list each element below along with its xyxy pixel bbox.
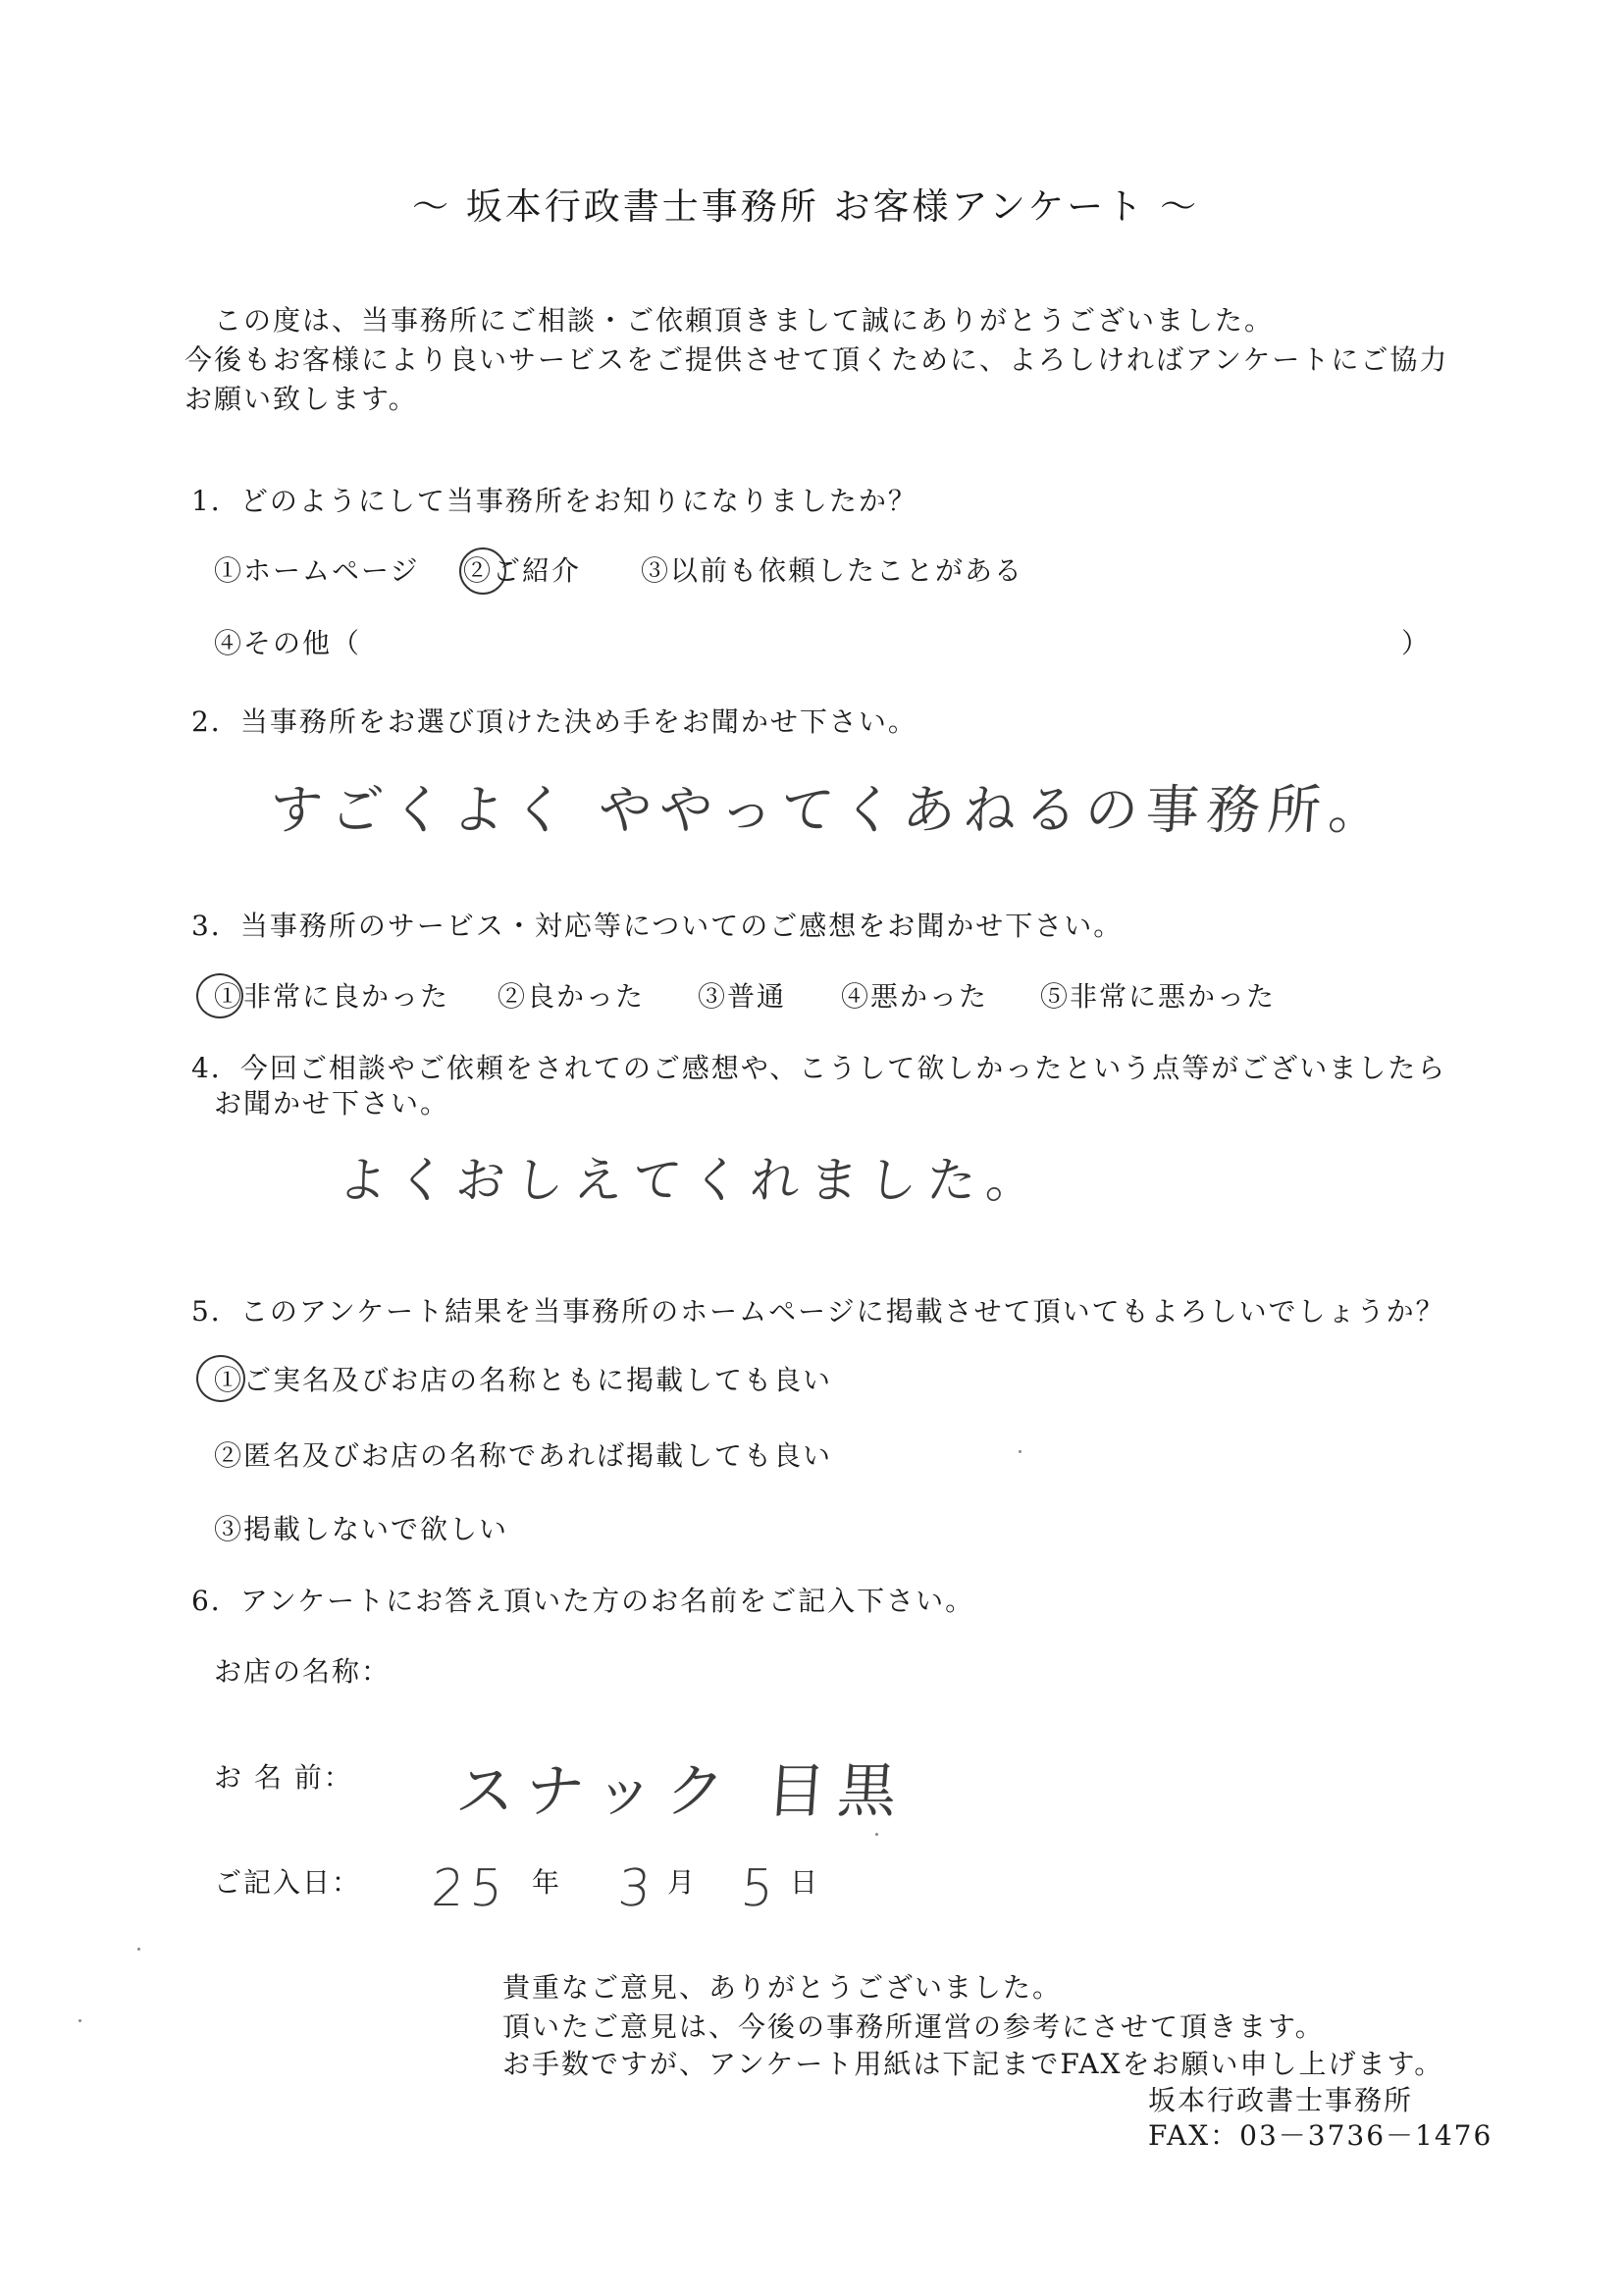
intro-line-1: この度は、当事務所にご相談・ご依頼頂きまして誠にありがとうございました。	[214, 304, 1275, 337]
q5-option-2: ②匿名及びお店の名称であれば掲載しても良い	[214, 1439, 833, 1472]
q4-handwritten-answer: よくおしえてくれました。	[336, 1152, 1047, 1209]
closing-line-2: 頂いたご意見は、今後の事務所運営の参考にさせて頂きます。	[502, 2010, 1325, 2043]
q1-other-close: ）	[1401, 627, 1432, 659]
scan-speck	[137, 1948, 140, 1951]
date-year-handwritten: 25	[429, 1859, 511, 1918]
q3-option-5: ⑤非常に悪かった	[1040, 980, 1277, 1013]
q4-question-line-1: 4．今回ご相談やご依頼をされてのご感想や、こうして欲しかったという点等がございましたら	[191, 1052, 1447, 1084]
customer-name-label: お 名 前：	[214, 1761, 353, 1794]
q5-question: 5．このアンケート結果を当事務所のホームページに掲載させて頂いてもよろしいでしょうか？	[191, 1295, 1445, 1328]
office-name: 坂本行政書士事務所	[1148, 2084, 1414, 2116]
q2-handwritten-answer: すごくよく ややってくあねるの事務所。	[267, 779, 1392, 841]
q3-option-4: ④悪かった	[841, 980, 989, 1013]
scan-speck	[875, 1833, 878, 1836]
q1-option-referral: ②ご紹介	[463, 554, 582, 587]
q3-option-1: ①非常に良かった	[214, 980, 450, 1013]
date-day-label: 日	[790, 1866, 820, 1899]
date-month-label: 月	[667, 1866, 698, 1899]
closing-line-1: 貴重なご意見、ありがとうございました。	[502, 1971, 1063, 2004]
q2-question: 2．当事務所をお選び頂けた決め手をお聞かせ下さい。	[191, 705, 917, 738]
q1-option-previous: ③以前も依頼したことがある	[641, 554, 1024, 587]
scan-speck	[79, 2019, 81, 2022]
date-year-label: 年	[532, 1866, 562, 1899]
shop-name-label: お店の名称：	[214, 1655, 392, 1688]
q1-option-homepage: ①ホームページ	[214, 554, 420, 587]
date-label: ご記入日：	[214, 1866, 362, 1899]
scan-speck	[1019, 1450, 1022, 1453]
fax-number: FAX：03－3736－1476	[1148, 2119, 1493, 2152]
date-day-handwritten: 5	[738, 1859, 776, 1918]
q5-option-1: ①ご実名及びお店の名称ともに掲載しても良い	[214, 1364, 833, 1396]
q5-option-3: ③掲載しないで欲しい	[214, 1513, 509, 1545]
closing-line-3: お手数ですが、アンケート用紙は下記までFAXをお願い申し上げます。	[502, 2048, 1444, 2080]
customer-name-handwritten: スナック 目黒	[453, 1757, 911, 1826]
q3-option-3: ③普通	[698, 980, 787, 1013]
survey-title: ～ 坂本行政書士事務所 お客様アンケート ～	[412, 185, 1200, 228]
q1-question: 1．どのようにして当事務所をお知りになりましたか？	[191, 485, 917, 517]
q3-option-2: ②良かった	[498, 980, 646, 1013]
intro-line-2: 今後もお客様により良いサービスをご提供させて頂くために、よろしければアンケートにご協力	[184, 343, 1449, 376]
q3-question: 3．当事務所のサービス・対応等についてのご感想をお聞かせ下さい。	[191, 910, 1124, 942]
date-month-handwritten: 3	[615, 1859, 654, 1918]
q6-question: 6．アンケートにお答え頂いた方のお名前をご記入下さい。	[191, 1585, 975, 1617]
intro-line-3: お願い致します。	[184, 383, 418, 415]
q4-question-line-2: お聞かせ下さい。	[214, 1087, 450, 1120]
q1-option-other: ④その他（	[214, 627, 362, 659]
